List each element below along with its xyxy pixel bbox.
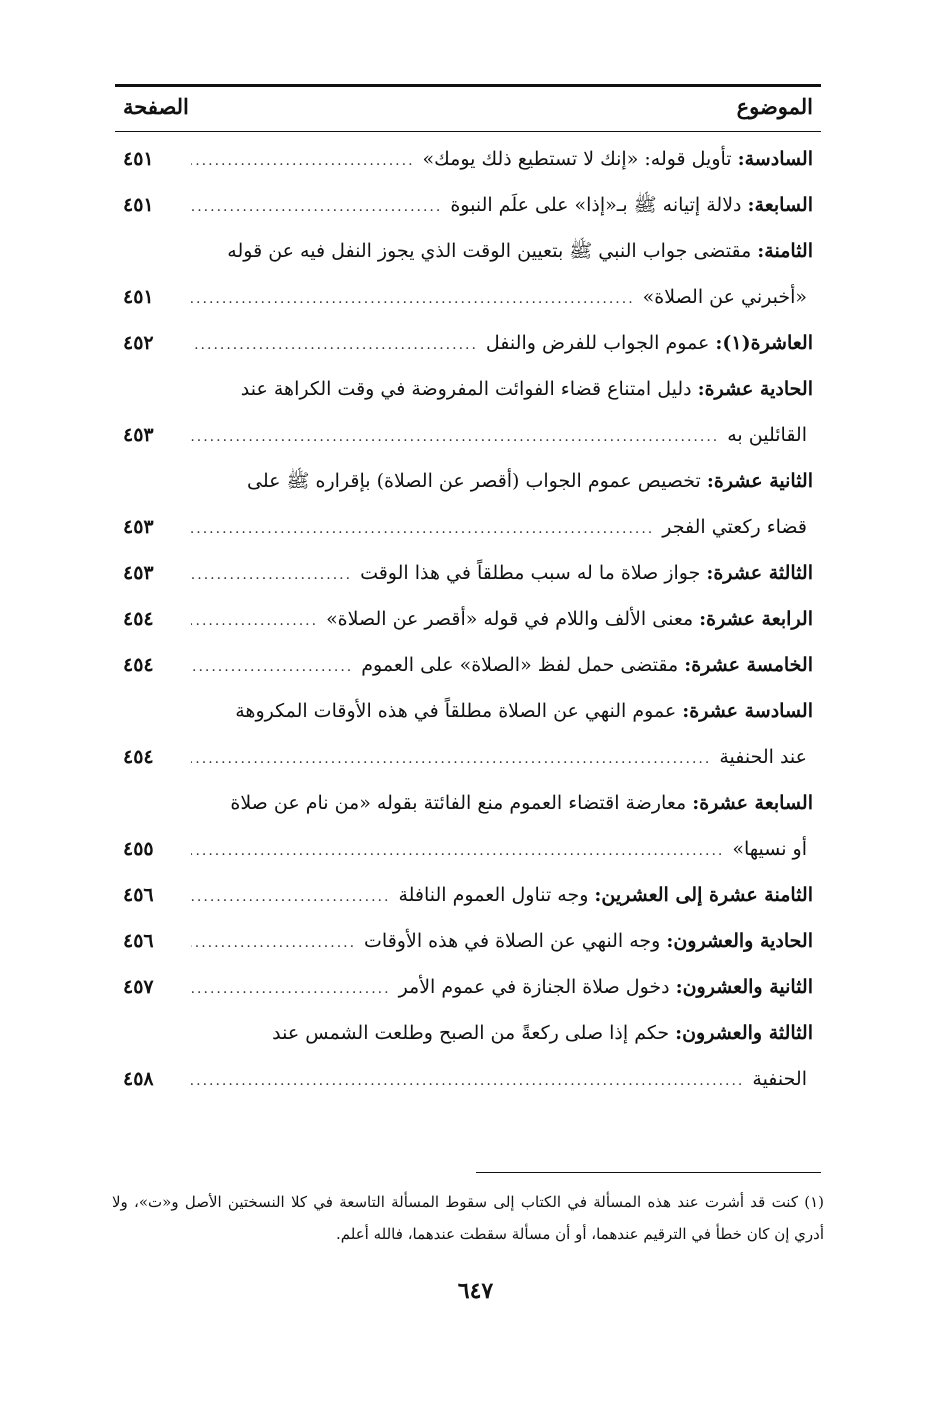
toc-entry-label: السادسة: [737, 148, 813, 170]
toc-dot-leader [191, 414, 719, 460]
toc-dot-leader [191, 920, 356, 966]
toc-entry-text: قضاء ركعتي الفجر [662, 516, 807, 538]
toc-row [115, 734, 821, 780]
toc-entry-text: «أخبرني عن الصلاة» [642, 286, 807, 308]
toc-dot-leader [191, 506, 654, 552]
toc-dot-leader [191, 552, 352, 598]
toc-entry-label: الرابعة عشرة: [699, 608, 813, 630]
toc-entry-page: ٤٥٣ [123, 562, 154, 584]
footnotes [112, 1186, 824, 1250]
toc-entry-label: الثانية والعشرون: [675, 976, 813, 998]
toc-entry-page: ٤٥٨ [123, 1068, 154, 1090]
toc-entry-text: وجه النهي عن الصلاة في هذه الأوقات [364, 930, 661, 952]
toc-entry-text: جواز صلاة ما له سبب مطلقاً في هذا الوقت [360, 562, 701, 584]
toc-row [115, 596, 821, 642]
toc-entry-page: ٤٥٢ [123, 332, 154, 354]
toc-row [115, 182, 821, 228]
toc-line [191, 320, 813, 368]
toc-dot-leader [191, 138, 415, 184]
toc-entry-text: دلالة إتيانه ﷺ بـ«إذا» على علَم النبوة [450, 194, 742, 216]
toc-entry-label: السابعة: [747, 194, 813, 216]
toc-line [191, 136, 813, 184]
toc-entry-label: السادسة عشرة: [682, 700, 813, 722]
toc-row [115, 826, 821, 872]
toc-entry-text: أو نسيها» [732, 838, 807, 860]
toc-line [191, 642, 813, 690]
toc-entry-text: الحنفية [752, 1068, 807, 1090]
toc-dot-leader [191, 874, 390, 920]
toc-entry-label: الثالثة عشرة: [706, 562, 813, 584]
header-page: الصفحة [123, 94, 189, 119]
toc-entry-page: ٤٥٧ [123, 976, 154, 998]
toc-line [191, 1056, 813, 1104]
toc-row [115, 1010, 821, 1056]
toc-dot-leader [191, 276, 635, 322]
toc-entry-label: الحادية عشرة: [697, 378, 813, 400]
toc-entry-label: العاشرة(١): [715, 332, 813, 354]
toc-entry-text: عند الحنفية [719, 746, 807, 768]
toc-entry-text: تخصيص عموم الجواب (أقصر عن الصلاة) بإقراره ﷺ على [247, 470, 701, 492]
toc-line [191, 550, 813, 598]
toc-row [115, 366, 821, 412]
toc-header [115, 90, 821, 130]
toc-entry-page: ٤٥١ [123, 286, 154, 308]
toc-entry-text: معارضة اقتضاء العموم منع الفائتة بقوله «من نام عن صلاة [230, 792, 687, 814]
top-rule [115, 84, 821, 87]
toc-dot-leader [191, 644, 353, 690]
toc-row [115, 550, 821, 596]
toc-row [115, 504, 821, 550]
toc-row [115, 918, 821, 964]
toc-entry-label: السابعة عشرة: [692, 792, 813, 814]
toc-dot-leader [191, 598, 318, 644]
toc-row [115, 412, 821, 458]
toc-dot-leader [191, 966, 391, 1012]
toc-entry-text: مقتضى جواب النبي ﷺ بتعيين الوقت الذي يجوز النفل فيه عن قوله [227, 240, 752, 262]
toc-entry-text: القائلين به [727, 424, 807, 446]
toc-line [123, 688, 813, 734]
toc-line [191, 872, 813, 920]
toc-row [115, 642, 821, 688]
footnote: (١) كنت قد أشرت عند هذه المسألة في الكتاب إلى سقوط المسألة التاسعة في كلا النسختين الأصل و«ت»، ولا أدري إن كان خطأ في الترقيم عندهما، أو أن مسألة سقطت عندهما، فالله أعلم. [112, 1193, 824, 1243]
toc-entry-page: ٤٥٦ [123, 930, 154, 952]
toc-row [115, 136, 821, 182]
toc-row [115, 274, 821, 320]
toc-line [123, 780, 813, 826]
toc-dot-leader [191, 828, 724, 874]
toc-row [115, 964, 821, 1010]
toc-row [115, 872, 821, 918]
header-rule [115, 131, 821, 132]
toc-line [191, 182, 813, 230]
toc-entry-label: الثامنة عشرة إلى العشرين: [594, 884, 813, 906]
toc-dot-leader [191, 322, 478, 368]
toc-line [191, 274, 813, 322]
toc-dot-leader [191, 184, 442, 230]
toc-row [115, 688, 821, 734]
toc-row [115, 1056, 821, 1102]
toc-line [191, 596, 813, 644]
toc-list [115, 136, 821, 1102]
toc-line [123, 228, 813, 274]
toc-entry-label: الحادية والعشرون: [666, 930, 813, 952]
toc-entry-text: عموم النهي عن الصلاة مطلقاً في هذه الأوقات المكروهة [235, 700, 677, 722]
toc-dot-leader [191, 736, 711, 782]
toc-line [191, 734, 813, 782]
toc-line [123, 366, 813, 412]
toc-line [191, 412, 813, 460]
toc-line [123, 458, 813, 504]
toc-entry-page: ٤٥١ [123, 194, 154, 216]
toc-entry-text: دخول صلاة الجنازة في عموم الأمر [398, 976, 670, 998]
toc-entry-text: عموم الجواب للفرض والنفل [485, 332, 710, 354]
toc-entry-page: ٤٥١ [123, 148, 154, 170]
toc-row [115, 780, 821, 826]
footnote-rule [476, 1172, 821, 1173]
toc-entry-page: ٤٥٥ [123, 838, 154, 860]
toc-entry-text: مقتضى حمل لفظ «الصلاة» على العموم [361, 654, 679, 676]
toc-entry-text: دليل امتناع قضاء الفوائت المفروضة في وقت الكراهة عند [240, 378, 692, 400]
toc-row [115, 320, 821, 366]
toc-line [123, 1010, 813, 1056]
toc-entry-text: حكم إذا صلى ركعةً من الصبح وطلعت الشمس عند [272, 1022, 670, 1044]
toc-entry-label: الثالثة والعشرون: [675, 1022, 813, 1044]
header-topic: الموضوع [736, 94, 813, 119]
toc-line [191, 964, 813, 1012]
page-number: ٦٤٧ [457, 1278, 494, 1304]
toc-entry-text: معنى الألف واللام في قوله «أقصر عن الصلاة» [326, 608, 694, 630]
toc-line [191, 826, 813, 874]
toc-entry-page: ٤٥٦ [123, 884, 154, 906]
toc-entry-page: ٤٥٣ [123, 516, 154, 538]
toc-line [191, 504, 813, 552]
toc-row [115, 228, 821, 274]
toc-entry-text: تأويل قوله: «إنك لا تستطيع ذلك يومك» [422, 148, 732, 170]
toc-entry-page: ٤٥٤ [123, 746, 154, 768]
toc-entry-page: ٤٥٣ [123, 424, 154, 446]
toc-entry-page: ٤٥٤ [123, 608, 154, 630]
toc-entry-text: وجه تناول العموم النافلة [398, 884, 589, 906]
toc-entry-page: ٤٥٤ [123, 654, 154, 676]
toc-row [115, 458, 821, 504]
toc-dot-leader [191, 1058, 744, 1104]
toc-line [191, 918, 813, 966]
toc-entry-label: الخامسة عشرة: [684, 654, 813, 676]
toc-entry-label: الثامنة: [757, 240, 813, 262]
toc-entry-label: الثانية عشرة: [706, 470, 813, 492]
